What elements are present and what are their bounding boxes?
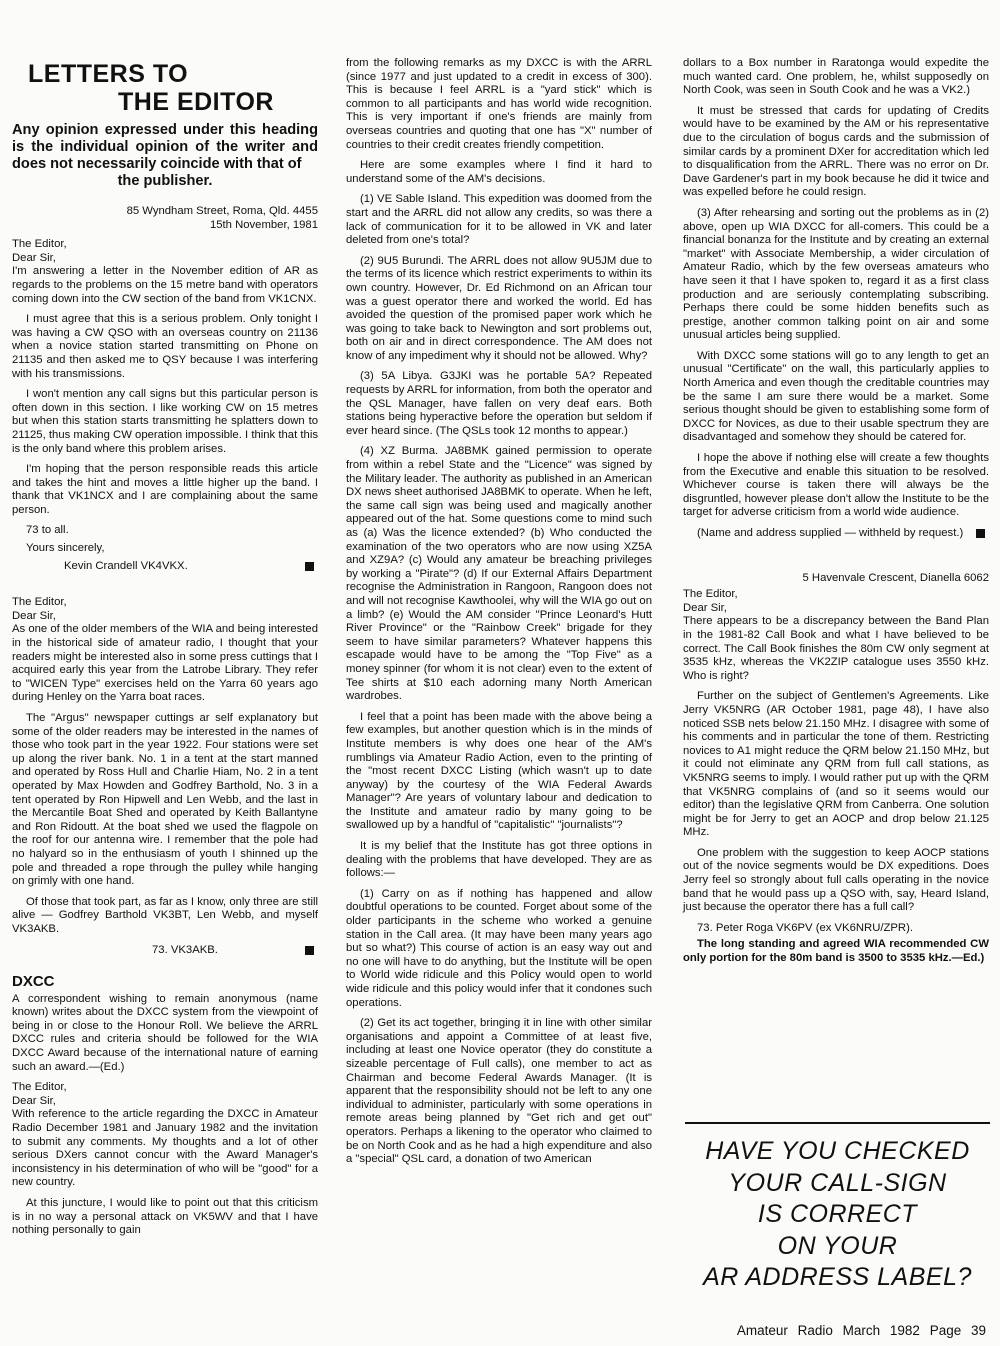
section-heading-dxcc: DXCC (12, 973, 55, 991)
banner-line: IS CORRECT (757, 1200, 918, 1228)
column-1 (12, 60, 318, 1245)
paragraph: (1) VE Sable Island. This expedition was doomed from the start and the ARRL did not allow any credits, so was there a lack of communication for it to be allowed in VK and later deleted from one's total? (346, 193, 652, 247)
letter-1-address: 85 Wyndham Street, Roma, Qld. 4455 (126, 205, 318, 217)
paragraph: (3) After rehearsing and sorting out the problems as in (2) above, open up WIA DXCC for all-comers. This could be a financial bonanza for the Institute and by creating an external "market" with Associate Membership, a wider circulation of Amateur Radio, which by the few overseas amateurs who have seen it that I have spoken to, regard it as a first class production and are seriously contemplating subscribing. Perhaps there could be some hidden benefits such as prestige, another common talking point on air and some unusual articles being supplied. (683, 206, 989, 342)
column-2 (346, 57, 652, 1174)
page-heading-line-2: THE EDITOR (118, 88, 274, 116)
signature: 73. VK3AKB. (12, 944, 318, 958)
banner-line: ON YOUR (777, 1231, 898, 1260)
paragraph: (1) Carry on as if nothing has happened and allow doubtful operations to be counted. Forget about some of the older participants in the scheme who worked a genuine station in the Call area. (It may have been many years ago but so what?) This course of action is an easy way out and no one will have to do anything, but the Institute will be open to World wide ridicule and this Policy would open to world wide ridicule and this policy would infer that it condones such operations. (346, 887, 652, 1009)
salutation: The Editor, (683, 588, 738, 601)
paragraph: As one of the older members of the WIA and being interested in the historical side of amateur radio, I thought that your readers might be interested also in some press cuttings that I acquired early this year from the Latrobe Library. They refer to "WICEN Type" exercises held on the Yarra 60 years ago during Henley on the Yarra boat races. (12, 623, 318, 704)
paragraph: (4) XZ Burma. JA8BMK gained permission to operate from within a rebel State and the "Licence" was signed by the Military leader. The authority as published in an American DX news sheet authorised JA8BMK to operate. When he left, the same call sign was being used and magically another appeared out of the hat. Some questions come to mind such as (a) Was the licence extended? (b) Who conducted the examination of the two operators who are now using XZ5A and XZ9A? (c) Would any amateur be breaching privileges by working a "Pirate"? (d) If our External Affairs Department recognise the Administration in Rangoon, Rangoon does not and will not recognise Kawthoolei, why will the WIA go out on a limb? (e) Would the AM consider "Prince Leonard's Hutt River Province" or the "Rainbow Creek" brigade for they seem to have similar parameters? Whatever happens this escapade would have to be among the "Top Five" as a money spinner (for whom it is not clear) even to the extent of Tee shirts at $10 each adorning many North American wardrobes. (346, 445, 652, 703)
editor-intro: A correspondent wishing to remain anonymous (name known) writes about the DXCC system from the viewpoint of being in or close to the Honour Roll. We believe the ARRL DXCC rules and criteria should be followed for the WIA DXCC Award because of the international nature of earning such an award.—(Ed.) (12, 992, 318, 1073)
salutation: The Editor, (12, 1081, 67, 1094)
paragraph: Further on the subject of Gentlemen's Agreements. Like Jerry VK5NRG (AR October 1981, page 48), I have also noticed SSB nets below 21.150 MHz. I disagree with some of his comments and in particular the tone of them. Restricting novices to A1 might reduce the QRM below 21.150 MHz, but it could not eliminate any QRM from full call stations, as VK5NRG seems to imply. I would rather put up with the QRM that VK5NRG complains of (and so it seems would our editor) than the legislative QRM from Canberra. One solution might be for Jerry to get an AOCP and drop below 21.125 MHz. (683, 690, 989, 839)
issue-date: March 1982 (842, 1323, 920, 1338)
banner-line: YOUR CALL-SIGN (728, 1168, 947, 1197)
page-footer (737, 1323, 986, 1338)
paragraph: I hope the above if nothing else will create a few thoughts from the Executive and enable this situation to be resolved. Whichever course is taken there will always be the disgruntled, however please don't allow the Institute to be the target for adverse criticism from a world wide audience. (683, 452, 989, 519)
paragraph: It must be stressed that cards for updating of Credits would have to be examined by the AM or his representative due to the circulation of bogus cards and the submission of similar cards by a prominent DXer for accreditation which led to disqualification from the ARRL. There was no error on Dr. Dave Gardener's part in my book because he did it twice and was expelled before he could resign. (683, 104, 989, 199)
salutation: The Editor, (12, 238, 67, 251)
page-number: Page 39 (929, 1323, 986, 1338)
letter-3-address: 5 Havenvale Crescent, Dianella 6062 (802, 571, 989, 584)
salutation: Dear Sir, (12, 609, 56, 622)
salutation: The Editor, (12, 596, 67, 609)
publication-name: Amateur Radio (736, 1323, 833, 1338)
paragraph: With DXCC some stations will go to any length to get an unusual "Certificate" on the wall, this particularly applies to North America and even though the creditable countries may be the same I am sure there would be a market. Some serious thought should be given to establishing some form of DXCC for Novices, as due to their usable spectrum they are disadvantaged and somehow they should be catered for. (683, 349, 989, 444)
paragraph: I'm hoping that the person responsible reads this article and takes the hint and moves a little higher up the band. I thank that VK1NCX and I are complaining about the same person. (12, 463, 318, 516)
paragraph: The "Argus" newspaper cuttings ar self explanatory but some of the older readers may be interested in the names of those who took part in the year 1922. Four stations were set up along the river bank. No. 1 in a tent at the start manned and operated by Ross Hull and Charlie Hiam, No. 2 in a tent operated by Max Howden and Godfrey Barthold, No. 3 in a tent operated by Ron Hipwell and Len Webb, and the last in the Mercantile Boat Shed and operated by Keith Ballantyne and Ron Ridoutt. At the boat shed we used the flagpole on the roof for our antenna wire. I remember that the pole had no halyard so in the enthusiasm of youth I shinned up the pole and threaded a rope through the pulley while hanging on grimly with one hand. (12, 712, 318, 888)
banner-line: AR ADDRESS LABEL? (703, 1263, 972, 1291)
signature: Kevin Crandell VK4VKX. (12, 560, 318, 574)
column-3 (683, 57, 989, 973)
signature: 73. Peter Roga VK6PV (ex VK6NRU/ZPR). (697, 921, 913, 934)
closing: Yours sincerely, (26, 542, 105, 555)
letter-1-date: 15th November, 1981 (209, 218, 318, 231)
editor-note: The long standing and agreed WIA recommended CW only portion for the 80m band is 3500 to 3535 kHz.—Ed.) (683, 938, 989, 965)
end-mark-icon (305, 946, 314, 955)
letter-3 (683, 572, 989, 966)
paragraph: from the following remarks as my DXCC is with the ARRL (since 1977 and just updated to a credit in excess of 300). This is because I feel ARRL is a "yard stick" which is common to all participants and has world wide recognition. This is very important if one's friends are mainly from overseas countries and quoting that one has "X" number of countries to their credit creates friendly competition. (346, 57, 652, 151)
paragraph: One problem with the suggestion to keep AOCP stations out of the novice segments would be DX expeditions. Does Jerry feel so strongly about full calls operating in the novice band that he would pass up a QSO with, say, Heard Island, just because the operator there has a full call? (683, 846, 989, 914)
end-mark-icon (305, 562, 314, 571)
end-mark-icon (976, 529, 985, 538)
salutation: Dear Sir, (12, 1094, 56, 1107)
paragraph: There appears to be a discrepancy between the Band Plan in the 1981-82 Call Book and what I have believed to be correct. The Call Book finishes the 80m CW only segment at 3535 kHz, whereas the VK2ZIP catalogue uses 3550 kHz. Who is right? (683, 615, 989, 682)
call-sign-reminder-banner (685, 1122, 990, 1334)
page-heading-line-1: LETTERS TO (28, 60, 189, 88)
paragraph: (2) 9U5 Burundi. The ARRL does not allow 9U5JM due to the terms of its licence which restrict experiments to within its own country. However, Dr. Ed Richmond on an African tour was a guest operator there and worked the world. Ed has avoided the question of the promised paper work which he was going to take back to Newington and sort problems out, both on air and in direct correspondence. The AM does not know of any impediment why it should not be allowed. Why? (346, 254, 652, 362)
paragraph: (2) Get its act together, bringing it in line with other similar organisations and appoint a Committee of at least five, including at least one Novice operator (they do constitute a sizeable percentage of Full calls), one member to act as Chairman and become Federal Awards Manager. (It is apparent that the responsibility should not be left to any one individual to administer, particularly with some operations in remote areas being planned by "Get rich and get out" operators. Perhaps a likening to the operator who claimed to be on North Cook and as he had a high expenditure and also a "special" QSL card, a donation of two American (346, 1017, 652, 1166)
paragraph: (3) 5A Libya. G3JKI was he portable 5A? Repeated requests by ARRL for information, from both the operator and the QSL Manager, have fallen on very deaf ears. Both stations being hyperactive before the operation but seldom if ever heard since. (The QSLs took 12 months to appear.) (346, 370, 653, 437)
closing: 73 to all. (26, 524, 69, 537)
salutation: Dear Sir, (683, 601, 727, 614)
disclaimer: Any opinion expressed under this heading is the individual opinion of the writer and does not necessarily coincide with that of the publisher. (12, 122, 318, 189)
paragraph: dollars to a Box number in Raratonga would expedite the much wanted card. One problem, he, whilst supposedly on North Cook, was seen in South Cook and he was a VK2.) (683, 57, 989, 97)
paragraph: I'm answering a letter in the November edition of AR as regards to the problems on the 15 metre band with operators coming down into the CW section of the band from VK1CNX. (12, 265, 318, 305)
paragraph: I feel that a point has been made with the above being a few examples, but another question which is in the minds of Institute members is why does one hear of the AM's rumblings via Amateur Radio Action, even to the printing of the "most recent DXCC Listing (which wasn't up to date anyway) by the courtesy of the WIA Federal Awards Manager"? Are years of voluntary labour and dedication to the Institute and amateur radio by many going to be swallowed up by a handful of "capitalistic" "journalists"? (346, 710, 652, 832)
banner-line: HAVE YOU CHECKED (705, 1137, 970, 1165)
salutation: Dear Sir, (12, 251, 56, 264)
letter-1 (12, 205, 318, 573)
paragraph: Of those that took part, as far as I know, only three are still alive — Godfrey Barthold VK3BT, Len Webb, and myself VK3AKB. (12, 895, 318, 935)
paragraph: Here are some examples where I find it hard to understand some of the AM's decisions. (346, 159, 652, 185)
paragraph: With reference to the article regarding the DXCC in Amateur Radio December 1981 and January 1982 and the invitation to submit any comments. My thoughts and a lot of other serious DXers cannot concur with the Award Manager's inconsistency in his determination of who will be "good" for a new country. (12, 1108, 318, 1189)
paragraph: I won't mention any call signs but this particular person is often down in this section. I like working CW on 15 metres but when this station starts transmitting he splatters down to 21125, thus making CW operation impossible. I think that this is the only band where this problem arises. (12, 388, 318, 455)
paragraph: It is my belief that the Institute has got three options in dealing with the problems that have developed. They are as follows:— (346, 840, 652, 880)
letter-2 (12, 596, 318, 957)
dxcc-section (12, 975, 318, 1238)
signature: (Name and address supplied — withheld by request.) (683, 527, 989, 541)
paragraph: I must agree that this is a serious problem. Only tonight I was having a CW QSO with an overseas country on 21136 when a novice station started transmitting on Phone on 21135 and then asked me to QSY because I was interfering with his transmissions. (12, 313, 318, 380)
paragraph: At this juncture, I would like to point out that this criticism is in no way a personal attack on VK5WV and that I have nothing personally to gain (12, 1197, 318, 1237)
